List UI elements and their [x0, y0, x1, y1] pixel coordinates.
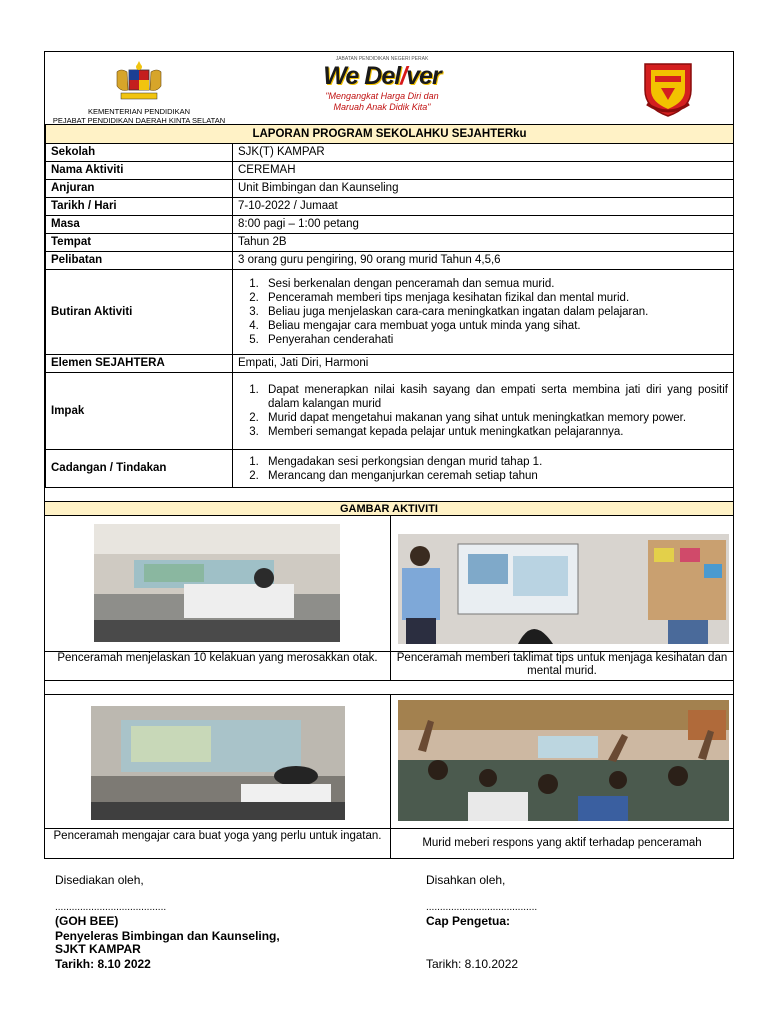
- prepared-name: (GOH BEE): [55, 914, 119, 928]
- prepared-label: Disediakan oleh,: [55, 873, 144, 887]
- label-anjuran: Anjuran: [46, 180, 233, 198]
- row-cadangan: [46, 450, 734, 488]
- list-item: 3. Memberi semangat kepada pelajar untuk meningkatkan pelajarannya.: [262, 425, 728, 439]
- value-tarikh: 7-10-2022 / Jumaat: [233, 198, 734, 216]
- label-tarikh: Tarikh / Hari: [46, 198, 233, 216]
- row-divider: [45, 694, 733, 695]
- caption-divider: [45, 828, 733, 829]
- row-butiran: [46, 270, 734, 355]
- row-pelibatan: [46, 252, 734, 270]
- photo-divider: [390, 516, 391, 680]
- row-tempat: [46, 234, 734, 252]
- prepared-date: Tarikh: 8.10 2022: [55, 957, 151, 971]
- prepared-role: Penyeleras Bimbingan dan Kaunseling,: [55, 929, 280, 943]
- list-item: 2. Merancang dan menganjurkan ceremah setiap tahun: [262, 469, 728, 483]
- label-masa: Masa: [46, 216, 233, 234]
- list-item: 1. Dapat menerapkan nilai kasih sayang dan empati serta membina jati diri yang positif dalam kalangan murid: [262, 383, 728, 411]
- approved-label: Disahkan oleh,: [426, 873, 506, 887]
- impak-list: [238, 383, 728, 439]
- value-nama-aktiviti: CEREMAH: [233, 162, 734, 180]
- report-frame: [44, 51, 734, 859]
- wd-del-text: Del: [364, 62, 401, 90]
- label-sekolah: Sekolah: [46, 144, 233, 162]
- value-tempat: Tahun 2B: [233, 234, 734, 252]
- value-cadangan: [233, 450, 734, 488]
- we-deliver-logo: [307, 56, 457, 113]
- row-nama-aktiviti: [46, 162, 734, 180]
- value-anjuran: Unit Bimbingan dan Kaunseling: [233, 180, 734, 198]
- caption-photo-4: Murid meberi respons yang aktif terhadap penceramah: [422, 837, 702, 849]
- malaysia-crest-icon: [107, 60, 171, 102]
- prepared-school: SJKT KAMPAR: [55, 942, 141, 956]
- wd-ver-text: ver: [406, 62, 441, 90]
- label-elemen: Elemen SEJAHTERA: [46, 355, 233, 373]
- row-divider: [45, 680, 733, 681]
- list-item: 5. Penyerahan cenderahati: [262, 333, 728, 347]
- label-butiran: Butiran Aktiviti: [46, 270, 233, 355]
- value-butiran: [233, 270, 734, 355]
- wd-slash-text: /: [400, 62, 407, 90]
- photo-speaker-presenting: [398, 534, 729, 644]
- wd-we-text: We: [323, 62, 359, 90]
- photo-divider: [390, 695, 391, 859]
- cadangan-list: [238, 455, 728, 483]
- label-tempat: Tempat: [46, 234, 233, 252]
- district-office-name: PEJABAT PENDIDIKAN DAERAH KINTA SELATAN: [52, 116, 226, 125]
- caption-photo-3: Penceramah mengajar cara buat yoga yang perlu untuk ingatan.: [53, 830, 382, 842]
- report-table: [45, 124, 734, 488]
- photo-classroom-projector: [94, 524, 340, 642]
- wd-wordmark: [307, 63, 457, 89]
- caption-photo-2: Penceramah memberi taklimat tips untuk menjaga kesihatan dan mental murid.: [396, 652, 728, 677]
- list-item: 3. Beliau juga menjelaskan cara-cara meningkatkan ingatan dalam pelajaran.: [262, 305, 728, 319]
- list-item: 4. Beliau mengajar cara membuat yoga untuk minda yang sihat.: [262, 319, 728, 333]
- value-pelibatan: 3 orang guru pengiring, 90 orang murid Tahun 4,5,6: [233, 252, 734, 270]
- list-item: 1. Mengadakan sesi perkongsian dengan murid tahap 1.: [262, 455, 728, 469]
- ministry-name: KEMENTERIAN PENDIDIKAN: [87, 107, 191, 116]
- list-item: 1. Sesi berkenalan dengan penceramah dan semua murid.: [262, 277, 728, 291]
- wd-tagline-2: Maruah Anak Didik Kita": [333, 102, 431, 112]
- report-title: LAPORAN PROGRAM SEKOLAHKU SEJAHTERku: [46, 125, 734, 144]
- row-masa: [46, 216, 734, 234]
- list-item: 2. Murid dapat mengetahui makanan yang sihat untuk meningkatkan memory power.: [262, 411, 728, 425]
- label-nama-aktiviti: Nama Aktiviti: [46, 162, 233, 180]
- row-elemen: [46, 355, 734, 373]
- label-pelibatan: Pelibatan: [46, 252, 233, 270]
- list-item: 2. Penceramah memberi tips menjaga kesihatan fizikal dan mental murid.: [262, 291, 728, 305]
- row-tarikh: [46, 198, 734, 216]
- wd-tagline-1: "Mengangkat Harga Diri dan: [325, 91, 439, 101]
- butiran-list: [238, 277, 728, 347]
- row-anjuran: [46, 180, 734, 198]
- approved-date: Tarikh: 8.10.2022: [426, 957, 519, 971]
- prepared-signature-line: ........................................: [55, 902, 167, 913]
- caption-photo-1: Penceramah menjelaskan 10 kelakuan yang merosakkan otak.: [57, 652, 378, 664]
- label-impak: Impak: [46, 373, 233, 450]
- label-cadangan: Cadangan / Tindakan: [46, 450, 233, 488]
- school-shield-icon: [641, 60, 695, 118]
- photo-students-raising-hands: [398, 700, 729, 821]
- row-sekolah: [46, 144, 734, 162]
- letterhead: [45, 52, 733, 124]
- ministry-block: [49, 60, 229, 125]
- approved-signature-line: ........................................: [426, 902, 538, 913]
- wd-department-text: JABATAN PENDIDIKAN NEGERI PERAK: [335, 56, 429, 62]
- gambar-aktiviti-title: GAMBAR AKTIVITI: [45, 501, 733, 516]
- row-impak: [46, 373, 734, 450]
- value-masa: 8:00 pagi – 1:00 petang: [233, 216, 734, 234]
- value-sekolah: SJK(T) KAMPAR: [233, 144, 734, 162]
- photo-yoga-session: [91, 706, 345, 820]
- value-elemen: Empati, Jati Diri, Harmoni: [233, 355, 734, 373]
- value-impak: [233, 373, 734, 450]
- approved-role: Cap Pengetua:: [426, 914, 511, 928]
